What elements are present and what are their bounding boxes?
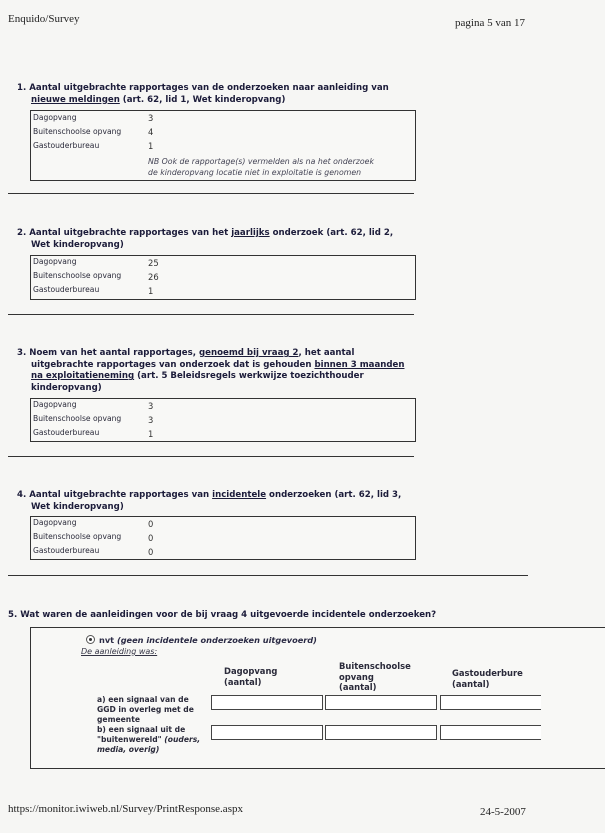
input-b-bso[interactable] [325, 725, 437, 740]
question-1 [17, 83, 417, 106]
col-header-dagopvang [224, 666, 277, 687]
row-label: Dagopvang [33, 113, 77, 122]
question-3 [17, 348, 417, 394]
question-text: Wat waren de aanleidingen voor de bij vraag 4 uitgevoerde incidentele onderzoeken? [20, 610, 437, 620]
survey-title: Enquido/Survey [8, 13, 80, 25]
question-text: Noem van het aantal rapportages, [29, 348, 199, 358]
note-line-1: NB Ook de rapportage(s) vermelden als na het onderzoek [148, 157, 374, 166]
row-value[interactable]: 0 [148, 519, 154, 529]
input-a-gastouder[interactable] [440, 695, 541, 710]
question-text-line2: Wet kinderopvang) [31, 239, 124, 250]
divider [8, 456, 414, 457]
row-label: Gastouderbureau [33, 285, 100, 294]
question-emphasis: jaarlijks [231, 228, 270, 238]
radio-note: (geen incidentele onderzoeken uitgevoerd) [116, 635, 317, 645]
question-text-line4: kinderopvang) [31, 382, 102, 393]
input-a-dagopvang[interactable] [211, 695, 323, 710]
row-value[interactable]: 3 [148, 415, 154, 425]
row-label: Dagopvang [33, 400, 77, 409]
row-value[interactable]: 4 [148, 127, 154, 137]
question-4 [17, 490, 437, 513]
question-number: 1. [17, 83, 27, 93]
radio-label: nvt [99, 635, 115, 645]
col-header-line: Dagopvang [224, 666, 278, 676]
row-b-line: "buitenwereld" [97, 735, 162, 744]
col-header-gastouder [452, 668, 523, 689]
row-label: Buitenschoolse opvang [33, 271, 122, 280]
col-header-line: opvang [339, 671, 374, 682]
question-number: 4. [17, 490, 27, 500]
col-header-line: (aantal) [339, 682, 377, 692]
row-a-line: a) een signaal van de [97, 695, 189, 704]
question-text-line3: (art. 5 Beleidsregels werkwijze toezichthouder [134, 371, 364, 382]
caption: De aanleiding was: [81, 647, 158, 656]
divider [8, 314, 414, 315]
row-a-label [97, 695, 194, 725]
row-b-line-italic: (ouders, [161, 735, 201, 744]
answer-box-3 [30, 398, 416, 442]
question-number: 2. [17, 228, 27, 238]
col-header-line: (aantal) [224, 676, 262, 687]
question-text-line2: uitgebrachte rapportages van onderzoek dat is gehouden [31, 359, 315, 370]
row-label: Gastouderbureau [33, 428, 100, 437]
row-label: Dagopvang [33, 518, 77, 527]
row-label: Gastouderbureau [33, 546, 100, 555]
row-b-line: b) een signaal uit de [97, 725, 186, 734]
answer-box-1 [30, 110, 416, 181]
question-emphasis: na exploitatieneming [31, 371, 135, 382]
question-text-line2: Wet kinderopvang) [31, 501, 124, 512]
col-header-line: Buitenschoolse [339, 661, 411, 671]
row-label: Buitenschoolse opvang [33, 532, 122, 541]
question-text: Aantal uitgebrachte rapportages van de onderzoeken naar aanleiding van [29, 83, 389, 93]
col-header-line: (aantal) [452, 678, 490, 689]
question-2 [17, 228, 417, 251]
divider [8, 575, 528, 576]
answer-box-5 [30, 627, 605, 769]
row-b-line-italic: media, overig) [97, 745, 160, 754]
question-text-cont: onderzoeken (art. 62, lid 3, [266, 490, 402, 500]
answer-box-4 [30, 516, 416, 560]
question-number: 5. [8, 610, 18, 620]
row-label: Dagopvang [33, 257, 77, 266]
question-text-cont: onderzoek (art. 62, lid 2, [269, 228, 394, 238]
note [148, 156, 374, 178]
row-a-line: gemeente [97, 715, 140, 724]
question-number: 3. [17, 348, 27, 358]
row-label: Buitenschoolse opvang [33, 414, 122, 423]
row-a-line: GGD in overleg met de [97, 705, 194, 714]
question-text-cont: (art. 62, lid 1, Wet kinderopvang) [119, 94, 286, 105]
row-value[interactable]: 0 [148, 547, 154, 557]
answer-box-2 [30, 255, 416, 300]
question-emphasis: incidentele [212, 490, 267, 500]
row-value[interactable]: 25 [148, 258, 159, 268]
divider [8, 193, 414, 194]
note-line-2: de kinderopvang locatie niet in exploitatie is genomen [148, 168, 362, 177]
footer-url: https://monitor.iwiweb.nl/Survey/PrintResponse.aspx [8, 803, 243, 815]
nvt-option[interactable] [86, 634, 317, 645]
question-emphasis: binnen 3 maanden [314, 359, 405, 370]
row-value[interactable]: 1 [148, 429, 154, 439]
question-text: Aantal uitgebrachte rapportages van het [29, 228, 232, 238]
row-value[interactable]: 3 [148, 401, 154, 411]
row-label: Buitenschoolse opvang [33, 127, 122, 136]
footer-date: 24-5-2007 [480, 806, 526, 818]
input-b-dagopvang[interactable] [211, 725, 323, 740]
col-header-bso [339, 661, 411, 693]
row-value[interactable]: 0 [148, 533, 154, 543]
row-b-label [97, 725, 200, 755]
row-value[interactable]: 3 [148, 113, 154, 123]
row-value[interactable]: 1 [148, 286, 154, 296]
input-a-bso[interactable] [325, 695, 437, 710]
radio-selected-icon[interactable] [86, 635, 95, 644]
row-value[interactable]: 1 [148, 141, 154, 151]
question-text-cont: , het aantal [298, 348, 355, 358]
row-label: Gastouderbureau [33, 141, 100, 150]
page-number: pagina 5 van 17 [455, 17, 525, 29]
row-value[interactable]: 26 [148, 272, 159, 282]
input-b-gastouder[interactable] [440, 725, 541, 740]
question-5 [8, 610, 568, 622]
question-emphasis: genoemd bij vraag 2 [198, 348, 299, 358]
col-header-line: Gastouderbure [452, 668, 523, 678]
question-emphasis: nieuwe meldingen [31, 94, 120, 105]
question-text: Aantal uitgebrachte rapportages van [29, 490, 213, 500]
